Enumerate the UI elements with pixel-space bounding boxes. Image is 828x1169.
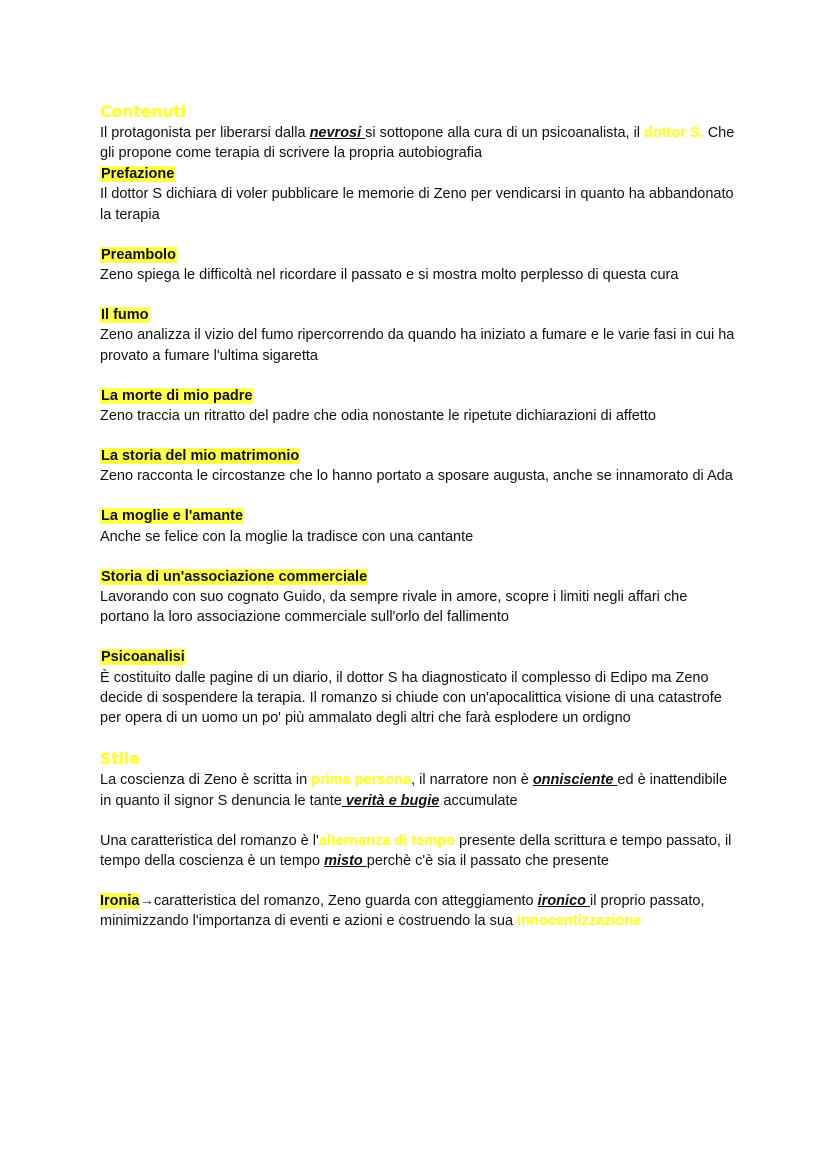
section-associazione [100, 567, 740, 628]
section-morte-padre [100, 386, 740, 427]
section-preambolo [100, 245, 740, 286]
section-heading: Preambolo [101, 246, 176, 263]
stile-p3-text-b: il proprio passato, minimizzando l'importanza di eventi e azioni e costruendo la sua [100, 892, 705, 930]
stile-p1-text-a: La coscienza di Zeno è scritta in [100, 772, 312, 789]
stile-p1-text-d: accumulate [439, 792, 518, 809]
stile-paragraph-3 [100, 891, 740, 932]
prima-persona-highlight: prima persona [311, 772, 412, 789]
section-moglie-amante [100, 506, 740, 547]
section-text: Lavorando con suo cognato Guido, da sempre rivale in amore, scopre i limiti negli affari che portano la loro associazione commerciale sull'orlo del fallimento [100, 588, 688, 626]
section-text: Zeno traccia un ritratto del padre che odia nonostante le ripetute dichiarazioni di affetto [100, 407, 656, 424]
section-heading: Prefazione [101, 165, 175, 182]
section-text: Zeno spiega le difficoltà nel ricordare il passato e si mostra molto perplesso di questa cura [100, 266, 679, 283]
section-matrimonio [100, 446, 740, 487]
arrow-icon: → [139, 892, 154, 909]
stile-p2-text-b: presente della scrittura e tempo passato, il tempo della coscienza è un tempo [100, 832, 732, 870]
document-page [100, 101, 740, 932]
verita-bugie-emphasis: verità e bugie [341, 792, 440, 809]
onnisciente-emphasis: onnisciente [532, 772, 618, 789]
section-prefazione [100, 164, 740, 225]
section-text: Il dottor S dichiara di voler pubblicare le memorie di Zeno per vendicarsi in quanto ha abbandonato la terapia [100, 186, 734, 223]
stile-p2-text-c: perchè c'è sia il passato che presente [366, 853, 609, 870]
stile-p2-text-a: Una caratteristica del romanzo è l' [100, 832, 319, 849]
section-title-stile: Stile [100, 749, 140, 769]
stile-p3-text-a: caratteristica del romanzo, Zeno guarda con atteggiamento [153, 892, 538, 909]
alternanza-highlight: alternanza di tempo [318, 832, 455, 849]
section-heading: La morte di mio padre [101, 387, 253, 404]
intro-text-2: si sottopone alla cura di un psicoanalista, il [365, 125, 645, 141]
section-text: È costituito dalle pagine di un diario, il dottor S ha diagnosticato il complesso di Edipo ma Zeno decide di sospendere la terapia. Il romanzo si chiude con un'apocalittica visione di una catastrofe per opera di un uomo un po' più ammalato degli altri che farà esplodere un ordigno [100, 669, 722, 727]
stile-p1-text-c: ed è inattendibile in quanto il signor S denuncia le tante [100, 772, 728, 809]
ironico-emphasis: ironico [537, 892, 591, 909]
section-text: Zeno racconta le circostanze che lo hanno portato a sposare augusta, anche se innamorato di Ada [100, 468, 733, 485]
section-title-contenuti: Contenuti [100, 102, 186, 121]
section-heading: Psicoanalisi [101, 649, 185, 666]
innocentizzazione-highlight: innocentizzazione [517, 913, 642, 930]
intro-paragraph [100, 123, 740, 164]
section-text: Zeno analizza il vizio del fumo ripercorrendo da quando ha iniziato a fumare e le varie fasi in cui ha provato a fumare l'ultima sigaretta [100, 327, 735, 364]
section-text: Anche se felice con la moglie la tradisce con una cantante [100, 528, 474, 545]
stile-paragraph-1 [100, 770, 740, 811]
stile-paragraph-2 [100, 831, 740, 872]
section-heading: Storia di un'associazione commerciale [101, 568, 368, 585]
intro-text-3: Che gli propone come terapia di scrivere la propria autobiografia [100, 125, 735, 162]
section-psicoanalisi [100, 647, 740, 729]
stile-p1-text-b: , il narratore non è [411, 772, 533, 789]
misto-emphasis: misto [324, 853, 367, 870]
section-heading: La moglie e l'amante [101, 508, 244, 525]
section-heading: La storia del mio matrimonio [101, 447, 300, 464]
nevrosi-emphasis: nevrosi [309, 125, 366, 141]
dottor-s-highlight: dottor S. [644, 125, 704, 141]
section-heading: Il fumo [101, 306, 149, 323]
ironia-label: Ironia [100, 892, 140, 909]
section-il-fumo [100, 305, 740, 366]
intro-text-1: Il protagonista per liberarsi dalla [100, 125, 310, 141]
